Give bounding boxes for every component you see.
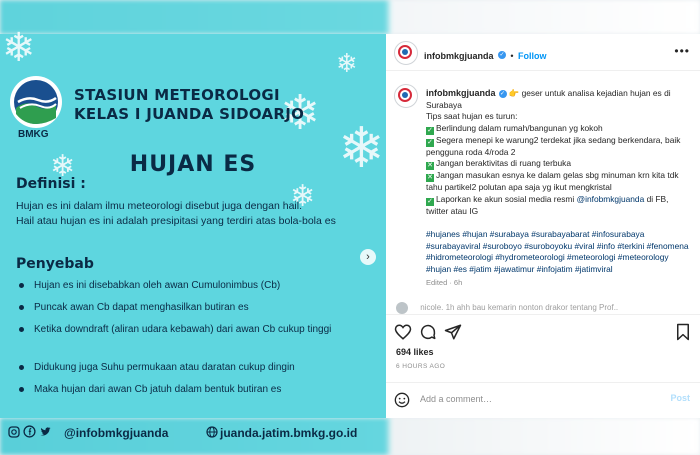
more-icon[interactable]: ••• <box>674 44 690 58</box>
caption-avatar[interactable] <box>394 84 418 108</box>
header-user-row: infobmkgjuanda ✓ • Follow <box>424 51 547 61</box>
emoji-icon[interactable] <box>394 392 410 408</box>
snowflake-icon: ❄ <box>338 116 385 179</box>
definisi-p1: Hujan es ini dalam ilmu meteorologi disebut juga dengan hail. <box>16 200 303 212</box>
post-footer <box>8 425 378 443</box>
edited-label: Edited · 6h <box>426 278 463 287</box>
footer-handle: @infobmkgjuanda <box>64 426 169 440</box>
penyebab-item: Hujan es ini disebabkan oleh awan Cumulonimbus (Cb) <box>16 278 374 293</box>
snowflake-icon: ❄ <box>50 150 76 183</box>
cross-icon: ✕ <box>427 162 433 170</box>
pointing-hand-icon: 👉 <box>508 88 520 98</box>
tips-heading: Tips saat hujan es turun: <box>426 111 518 122</box>
footer-website: juanda.jatim.bmkg.go.id <box>220 426 358 440</box>
verified-icon: ✓ <box>499 90 506 97</box>
cross-icon: ✕ <box>427 174 433 182</box>
penyebab-heading: Penyebab <box>16 256 94 272</box>
facebook-icon <box>23 425 36 438</box>
follow-button[interactable]: Follow <box>518 51 547 61</box>
caption <box>426 88 690 276</box>
post-title: HUJAN ES <box>129 152 257 177</box>
penyebab-item: Didukung juga Suhu permukaan atau daratan cukup dingin <box>16 360 374 375</box>
bookmark-icon[interactable] <box>674 323 692 341</box>
tip-item: Segera menepi ke warung2 terdekat jika sedang berkendara, baik pengguna roda 4/roda 2 <box>426 134 681 157</box>
caption-username[interactable]: infobmkgjuanda <box>426 88 496 98</box>
likes-count[interactable]: 694 likes <box>396 347 434 357</box>
snowflake-icon: ❄ <box>290 180 316 213</box>
check-icon: ✓ <box>427 138 433 146</box>
check-icon: ✓ <box>427 126 433 134</box>
penyebab-item: Maka hujan dari awan Cb jatuh dalam bentuk butiran es <box>16 382 374 397</box>
verified-icon: ✓ <box>499 51 505 58</box>
next-slide-button[interactable]: › <box>360 249 376 265</box>
snowflake-icon: ❄ <box>336 48 358 78</box>
comment-icon[interactable] <box>419 323 437 341</box>
like-heart-icon[interactable] <box>394 323 412 341</box>
faded-comment-text: nicole. 1h ahh bau kemarin nonton drakor tentang Prof.. <box>420 303 619 313</box>
snowflake-icon: ❄ <box>280 87 321 140</box>
tip-item: Jangan masukan esnya ke dalam gelas sbg minuman krn kita tdk tahu partikel2 polutan apa saja yg ikut mengkristal <box>426 170 679 193</box>
post-header <box>386 34 700 71</box>
definisi-p2: Hail atau hujan es ini adalah presipitasi yang terdiri atas bola-bola es <box>16 215 336 227</box>
header-username[interactable]: infobmkgjuanda <box>424 51 494 61</box>
avatar[interactable] <box>394 41 418 65</box>
globe-icon <box>206 426 218 438</box>
comment-avatar <box>396 302 408 314</box>
background-blur-top <box>0 0 700 34</box>
report-tail: di FB, twitter atau IG <box>426 193 669 216</box>
penyebab-item: Ketika downdraft (aliran udara kebawah) dari awan Cb cukup tinggi <box>16 322 380 337</box>
twitter-icon <box>39 426 52 438</box>
post-image <box>0 26 386 440</box>
snowflake-icon: ❄ <box>2 26 36 70</box>
penyebab-item: Puncak awan Cb dapat menghasilkan butiran es <box>16 300 374 315</box>
definisi-text <box>16 199 366 229</box>
instagram-icon <box>8 426 20 438</box>
comment-input[interactable] <box>418 393 652 405</box>
post-time: 6 HOURS AGO <box>396 363 446 370</box>
station-name: STASIUN METEOROLOGI KELAS I JUANDA SIDOARJO <box>74 86 305 123</box>
social-icons <box>8 425 52 438</box>
tip-item: Berlindung dalam rumah/bangunan yg kokoh <box>436 122 603 133</box>
check-icon: ✓ <box>427 197 433 205</box>
definisi-heading: Definisi : <box>16 176 86 192</box>
caption-intro: geser untuk analisa kejadian hujan es di Surabaya <box>426 88 671 110</box>
share-icon[interactable] <box>444 323 462 341</box>
bmkg-logo <box>8 74 64 130</box>
post-comment-button[interactable]: Post <box>670 393 690 403</box>
mention-link[interactable]: @infobmkgjuanda <box>576 193 645 204</box>
logo-label: BMKG <box>18 129 49 140</box>
tip-item: Jangan beraktivitas di ruang terbuka <box>436 158 572 169</box>
hashtags[interactable]: #hujanes #hujan #surabaya #surabayabarat #infosurabaya #surabayaviral #suroboyo #suroboyoku #viral #info #terkini #fenomena #hidrometeorologi #hydrometeorologi #meteorologi #meteorology #hujan #es #jatim #jawatimur #infojatim #jatimviral <box>426 229 689 274</box>
post-side-panel <box>386 34 700 418</box>
report-text: Laporkan ke akun sosial media resmi <box>436 193 575 204</box>
comment-row <box>386 382 700 417</box>
